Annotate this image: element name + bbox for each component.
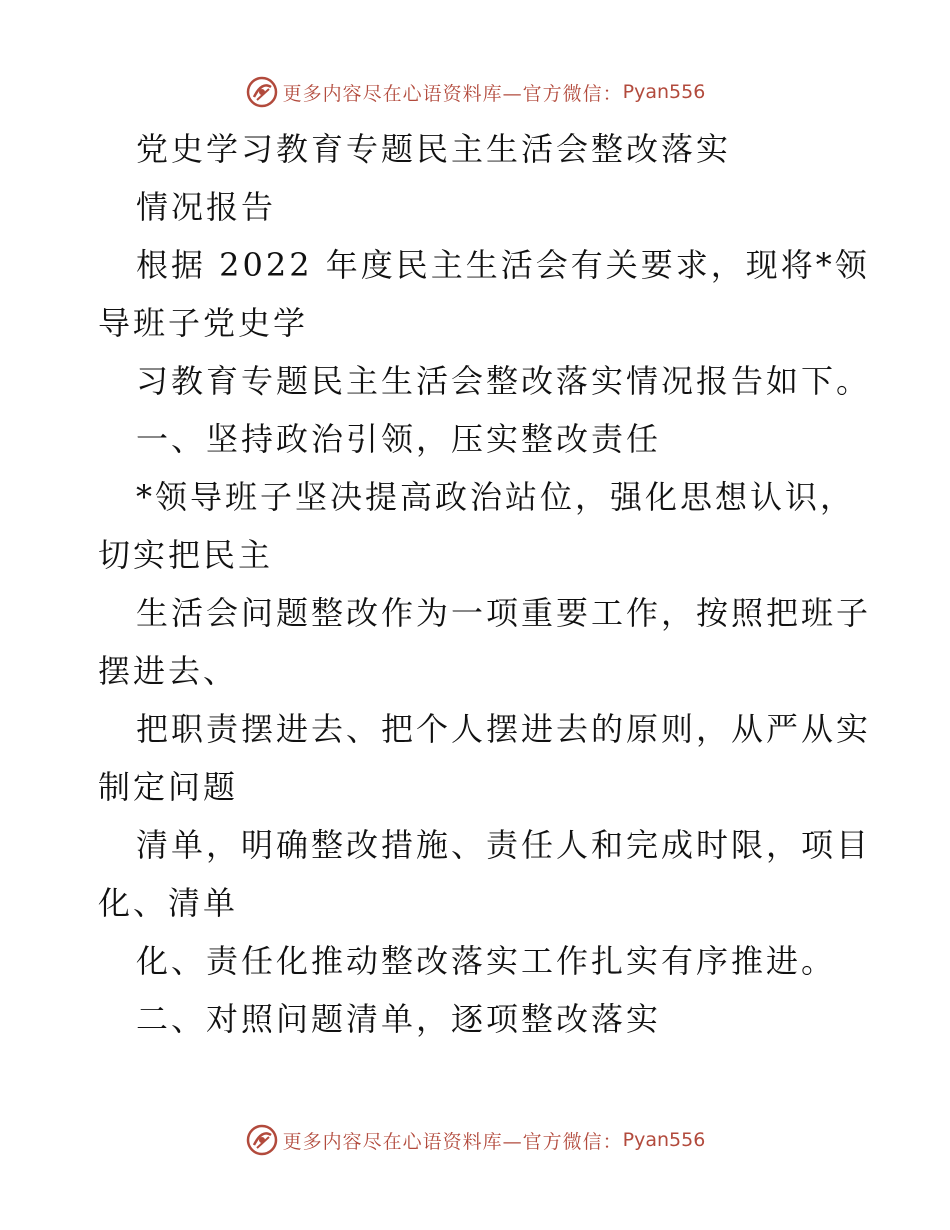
paragraph-line: *领导班子坚决提高政治站位，强化思想认识， <box>136 478 856 516</box>
section-heading-2: 二、对照问题清单，逐项整改落实 <box>136 1000 662 1038</box>
paragraph-line: 化、责任化推动整改落实工作扎实有序推进。 <box>136 942 837 980</box>
footer-watermark <box>0 1120 950 1160</box>
header-watermark <box>0 72 950 112</box>
title-line-1: 党史学习教育专题民主生活会整改落实 <box>136 130 732 168</box>
paragraph-line: 根据 2022 年度民主生活会有关要求，现将*领 <box>136 246 870 284</box>
paragraph-line: 生活会问题整改作为一项重要工作，按照把班子 <box>136 594 872 632</box>
seal-logo-icon <box>245 75 279 109</box>
paragraph-line: 导班子党史学 <box>98 304 309 342</box>
paragraph-line: 摆进去、 <box>98 652 239 690</box>
seal-logo-icon <box>245 1123 279 1157</box>
paragraph-line: 习教育专题民主生活会整改落实情况报告如下。 <box>136 362 872 400</box>
paragraph-line: 制定问题 <box>98 768 239 806</box>
paragraph-line: 把职责摆进去、把个人摆进去的原则，从严从实 <box>136 710 872 748</box>
paragraph-line: 清单，明确整改措施、责任人和完成时限，项目 <box>136 826 872 864</box>
title-line-2: 情况报告 <box>136 188 277 226</box>
watermark-text: 更多内容尽在心语资料库—官方微信： <box>282 1130 623 1153</box>
paragraph-line: 切实把民主 <box>98 536 274 574</box>
section-heading-1: 一、坚持政治引领，压实整改责任 <box>136 420 662 458</box>
paragraph-line: 化、清单 <box>98 884 239 922</box>
document-body <box>98 120 872 1048</box>
watermark-handle: Pyan556 <box>622 81 706 103</box>
watermark-text: 更多内容尽在心语资料库—官方微信： <box>282 82 623 105</box>
watermark-handle: Pyan556 <box>622 1129 706 1151</box>
